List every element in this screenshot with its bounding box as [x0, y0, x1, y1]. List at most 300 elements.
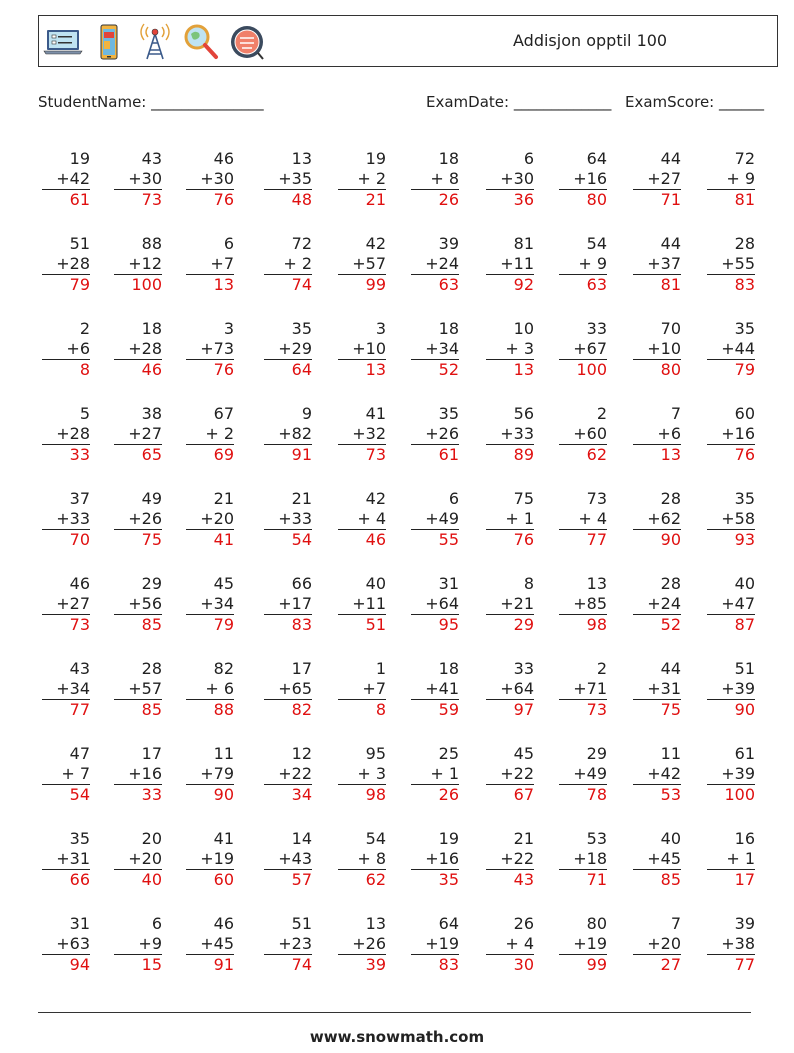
addend-with-plus: +22 [500, 764, 534, 783]
answer: 99 [338, 274, 386, 294]
problem-1-9 [633, 149, 681, 209]
problem-10-1 [42, 914, 90, 974]
addend-with-plus: +42 [56, 169, 90, 188]
addend: 75 [513, 489, 534, 508]
problem-7-10 [707, 659, 755, 719]
exam-score-field: ExamScore: ______ [625, 93, 764, 111]
problem-3-4 [264, 319, 312, 379]
answer: 62 [559, 444, 607, 464]
addend-with-plus: +23 [278, 934, 312, 953]
answer: 40 [114, 869, 162, 889]
addend: 19 [438, 829, 459, 848]
addend-with-plus: +26 [352, 934, 386, 953]
answer: 77 [42, 699, 90, 719]
addend: 35 [291, 319, 312, 338]
problem-2-6 [411, 234, 459, 294]
addend: 2 [596, 659, 607, 678]
problem-1-10 [707, 149, 755, 209]
problem-9-8 [559, 829, 607, 889]
addend-with-plus: + 4 [357, 509, 386, 528]
addend-with-plus: +82 [278, 424, 312, 443]
problem-4-1 [42, 404, 90, 464]
addend-with-plus: +45 [647, 849, 681, 868]
addend: 13 [586, 574, 607, 593]
problem-7-1 [42, 659, 90, 719]
addend-with-plus: +33 [500, 424, 534, 443]
addend: 35 [438, 404, 459, 423]
addend-with-plus: +24 [425, 254, 459, 273]
problem-5-5 [338, 489, 386, 549]
problem-5-2 [114, 489, 162, 549]
addend-with-plus: +16 [573, 169, 607, 188]
addend: 81 [513, 234, 534, 253]
answer: 73 [42, 614, 90, 634]
problem-9-6 [411, 829, 459, 889]
addend: 13 [365, 914, 386, 933]
addend-with-plus: +27 [128, 424, 162, 443]
addend: 43 [69, 659, 90, 678]
answer: 78 [559, 784, 607, 804]
addend: 28 [141, 659, 162, 678]
addend: 51 [291, 914, 312, 933]
addend: 33 [513, 659, 534, 678]
addend-with-plus: + 8 [430, 169, 459, 188]
answer: 53 [633, 784, 681, 804]
addend: 21 [213, 489, 234, 508]
problem-3-10 [707, 319, 755, 379]
problem-7-5 [338, 659, 386, 719]
problem-3-1 [42, 319, 90, 379]
answer: 63 [411, 274, 459, 294]
problem-10-5 [338, 914, 386, 974]
answer: 46 [338, 529, 386, 549]
answer: 75 [114, 529, 162, 549]
addend-with-plus: +31 [56, 849, 90, 868]
addend: 82 [213, 659, 234, 678]
addend-with-plus: +64 [425, 594, 459, 613]
answer: 30 [486, 954, 534, 974]
problem-2-9 [633, 234, 681, 294]
addend: 11 [660, 744, 681, 763]
addend: 46 [213, 914, 234, 933]
problem-4-3 [186, 404, 234, 464]
addend: 3 [375, 319, 386, 338]
answer: 76 [707, 444, 755, 464]
addend: 37 [69, 489, 90, 508]
problem-10-6 [411, 914, 459, 974]
answer: 33 [42, 444, 90, 464]
addend: 7 [670, 404, 681, 423]
addend: 40 [734, 574, 755, 593]
answer: 62 [338, 869, 386, 889]
addend-with-plus: +27 [56, 594, 90, 613]
answer: 70 [42, 529, 90, 549]
addend: 39 [734, 914, 755, 933]
answer: 87 [707, 614, 755, 634]
problem-6-1 [42, 574, 90, 634]
answer: 35 [411, 869, 459, 889]
addend: 45 [513, 744, 534, 763]
addend-with-plus: +16 [425, 849, 459, 868]
addend-with-plus: +64 [500, 679, 534, 698]
addend: 28 [734, 234, 755, 253]
answer: 27 [633, 954, 681, 974]
addend: 18 [438, 659, 459, 678]
problem-10-2 [114, 914, 162, 974]
answer: 61 [411, 444, 459, 464]
addend-with-plus: +28 [128, 339, 162, 358]
addend: 44 [660, 659, 681, 678]
addend-with-plus: +55 [721, 254, 755, 273]
addend-with-plus: +65 [278, 679, 312, 698]
addend-with-plus: +21 [500, 594, 534, 613]
problem-10-3 [186, 914, 234, 974]
addend: 64 [438, 914, 459, 933]
problem-3-6 [411, 319, 459, 379]
addend: 14 [291, 829, 312, 848]
addend: 17 [141, 744, 162, 763]
addend-with-plus: +42 [647, 764, 681, 783]
addend: 6 [151, 914, 162, 933]
answer: 8 [42, 359, 90, 379]
answer: 99 [559, 954, 607, 974]
problem-6-9 [633, 574, 681, 634]
answer: 100 [707, 784, 755, 804]
addend: 6 [223, 234, 234, 253]
problem-7-2 [114, 659, 162, 719]
exam-date-field: ExamDate: _____________ [426, 93, 612, 111]
addend-with-plus: +49 [573, 764, 607, 783]
addend: 29 [586, 744, 607, 763]
answer: 69 [186, 444, 234, 464]
addend: 38 [141, 404, 162, 423]
addend: 61 [734, 744, 755, 763]
answer: 82 [264, 699, 312, 719]
answer: 80 [559, 189, 607, 209]
answer: 77 [559, 529, 607, 549]
problem-8-10 [707, 744, 755, 804]
problem-9-2 [114, 829, 162, 889]
problem-9-1 [42, 829, 90, 889]
addend-with-plus: +20 [128, 849, 162, 868]
problem-6-3 [186, 574, 234, 634]
addend-with-plus: +57 [352, 254, 386, 273]
answer: 43 [486, 869, 534, 889]
answer: 67 [486, 784, 534, 804]
answer: 73 [559, 699, 607, 719]
answer: 90 [633, 529, 681, 549]
addend-with-plus: +28 [56, 424, 90, 443]
addend: 46 [213, 149, 234, 168]
problem-8-9 [633, 744, 681, 804]
addend-with-plus: +39 [721, 764, 755, 783]
problem-3-9 [633, 319, 681, 379]
addend: 56 [513, 404, 534, 423]
addend-with-plus: +16 [721, 424, 755, 443]
problem-9-4 [264, 829, 312, 889]
problem-10-8 [559, 914, 607, 974]
problem-5-10 [707, 489, 755, 549]
answer: 74 [264, 274, 312, 294]
answer: 26 [411, 784, 459, 804]
addend: 42 [365, 489, 386, 508]
addend-with-plus: +30 [128, 169, 162, 188]
answer: 100 [114, 274, 162, 294]
addend: 41 [365, 404, 386, 423]
answer: 90 [186, 784, 234, 804]
addend: 9 [301, 404, 312, 423]
addend-with-plus: +9 [138, 934, 162, 953]
problem-4-6 [411, 404, 459, 464]
problem-7-9 [633, 659, 681, 719]
student-name-field: StudentName: _______________ [38, 93, 264, 111]
answer: 77 [707, 954, 755, 974]
answer: 21 [338, 189, 386, 209]
problem-2-3 [186, 234, 234, 294]
answer: 36 [486, 189, 534, 209]
addend-with-plus: +18 [573, 849, 607, 868]
addend: 12 [291, 744, 312, 763]
addend-with-plus: +43 [278, 849, 312, 868]
answer: 15 [114, 954, 162, 974]
addend-with-plus: +60 [573, 424, 607, 443]
addend: 51 [69, 234, 90, 253]
addend: 21 [291, 489, 312, 508]
problem-6-7 [486, 574, 534, 634]
addend: 35 [734, 489, 755, 508]
problem-2-5 [338, 234, 386, 294]
problem-4-7 [486, 404, 534, 464]
answer: 39 [338, 954, 386, 974]
answer: 54 [42, 784, 90, 804]
answer: 89 [486, 444, 534, 464]
answer: 83 [264, 614, 312, 634]
addend-with-plus: +33 [56, 509, 90, 528]
problem-1-6 [411, 149, 459, 209]
addend-with-plus: +19 [573, 934, 607, 953]
addend-with-plus: + 3 [357, 764, 386, 783]
addend: 72 [291, 234, 312, 253]
addend: 18 [438, 319, 459, 338]
addend-with-plus: +16 [128, 764, 162, 783]
addend: 45 [213, 574, 234, 593]
answer: 75 [633, 699, 681, 719]
addend-with-plus: + 4 [578, 509, 607, 528]
answer: 52 [411, 359, 459, 379]
addend: 44 [660, 149, 681, 168]
addend: 88 [141, 234, 162, 253]
problem-5-1 [42, 489, 90, 549]
answer: 91 [186, 954, 234, 974]
addend: 64 [586, 149, 607, 168]
addend: 19 [69, 149, 90, 168]
answer: 79 [707, 359, 755, 379]
problem-4-9 [633, 404, 681, 464]
problem-7-8 [559, 659, 607, 719]
addend: 43 [141, 149, 162, 168]
answer: 57 [264, 869, 312, 889]
addend-with-plus: +38 [721, 934, 755, 953]
addend-with-plus: +58 [721, 509, 755, 528]
answer: 71 [559, 869, 607, 889]
problem-1-3 [186, 149, 234, 209]
problem-6-8 [559, 574, 607, 634]
addend: 54 [586, 234, 607, 253]
addend: 72 [734, 149, 755, 168]
problem-6-5 [338, 574, 386, 634]
addend-with-plus: +7 [210, 254, 234, 273]
answer: 76 [186, 359, 234, 379]
problem-8-2 [114, 744, 162, 804]
addend: 3 [223, 319, 234, 338]
problem-1-8 [559, 149, 607, 209]
addend-with-plus: +85 [573, 594, 607, 613]
addend: 66 [291, 574, 312, 593]
answer: 98 [338, 784, 386, 804]
problem-4-2 [114, 404, 162, 464]
addend: 2 [596, 404, 607, 423]
worksheet-title: Addisjon opptil 100 [513, 31, 668, 50]
addend: 44 [660, 234, 681, 253]
answer: 48 [264, 189, 312, 209]
problem-7-6 [411, 659, 459, 719]
problem-8-3 [186, 744, 234, 804]
addend-with-plus: +35 [278, 169, 312, 188]
addend: 6 [448, 489, 459, 508]
addend-with-plus: +34 [425, 339, 459, 358]
problem-2-8 [559, 234, 607, 294]
addend-with-plus: +6 [657, 424, 681, 443]
addend-with-plus: +20 [200, 509, 234, 528]
addend: 95 [365, 744, 386, 763]
addend-with-plus: +41 [425, 679, 459, 698]
answer: 71 [633, 189, 681, 209]
answer: 73 [338, 444, 386, 464]
answer: 95 [411, 614, 459, 634]
addend-with-plus: + 9 [726, 169, 755, 188]
problem-6-4 [264, 574, 312, 634]
answer: 81 [633, 274, 681, 294]
answer: 33 [114, 784, 162, 804]
addend-with-plus: + 7 [61, 764, 90, 783]
addend: 39 [438, 234, 459, 253]
answer: 51 [338, 614, 386, 634]
addend: 80 [586, 914, 607, 933]
answer: 80 [633, 359, 681, 379]
answer: 94 [42, 954, 90, 974]
addend-with-plus: +39 [721, 679, 755, 698]
answer: 81 [707, 189, 755, 209]
addend: 70 [660, 319, 681, 338]
addend-with-plus: +27 [647, 169, 681, 188]
answer: 88 [186, 699, 234, 719]
addend: 2 [79, 319, 90, 338]
addend: 29 [141, 574, 162, 593]
problem-3-8 [559, 319, 607, 379]
answer: 65 [114, 444, 162, 464]
problem-6-2 [114, 574, 162, 634]
answer: 29 [486, 614, 534, 634]
addend: 41 [213, 829, 234, 848]
addend-with-plus: +22 [278, 764, 312, 783]
addend-with-plus: +73 [200, 339, 234, 358]
problem-5-3 [186, 489, 234, 549]
addend: 49 [141, 489, 162, 508]
answer: 59 [411, 699, 459, 719]
addend-with-plus: +44 [721, 339, 755, 358]
answer: 74 [264, 954, 312, 974]
addend-with-plus: + 1 [505, 509, 534, 528]
addend-with-plus: +56 [128, 594, 162, 613]
addend-with-plus: +67 [573, 339, 607, 358]
addend-with-plus: +26 [425, 424, 459, 443]
addend: 35 [734, 319, 755, 338]
addend: 54 [365, 829, 386, 848]
addend-with-plus: +20 [647, 934, 681, 953]
addend: 73 [586, 489, 607, 508]
problem-9-3 [186, 829, 234, 889]
addend-with-plus: +6 [66, 339, 90, 358]
addend-with-plus: + 2 [205, 424, 234, 443]
addend-with-plus: +11 [500, 254, 534, 273]
addend: 53 [586, 829, 607, 848]
addend-with-plus: + 6 [205, 679, 234, 698]
addend: 31 [438, 574, 459, 593]
addend-with-plus: + 2 [283, 254, 312, 273]
addend-with-plus: +32 [352, 424, 386, 443]
answer: 98 [559, 614, 607, 634]
problem-7-3 [186, 659, 234, 719]
addend: 21 [513, 829, 534, 848]
answer: 97 [486, 699, 534, 719]
footer-divider [38, 1012, 751, 1013]
addend: 47 [69, 744, 90, 763]
answer: 91 [264, 444, 312, 464]
answer: 63 [559, 274, 607, 294]
addend: 33 [586, 319, 607, 338]
problem-5-8 [559, 489, 607, 549]
addend-with-plus: +22 [500, 849, 534, 868]
addend-with-plus: +7 [362, 679, 386, 698]
answer: 92 [486, 274, 534, 294]
addend-with-plus: +19 [200, 849, 234, 868]
problem-5-9 [633, 489, 681, 549]
addend-with-plus: + 8 [357, 849, 386, 868]
problem-5-4 [264, 489, 312, 549]
answer: 93 [707, 529, 755, 549]
answer: 13 [186, 274, 234, 294]
problem-10-9 [633, 914, 681, 974]
addend: 16 [734, 829, 755, 848]
problem-8-5 [338, 744, 386, 804]
addend: 17 [291, 659, 312, 678]
answer: 76 [186, 189, 234, 209]
addend-with-plus: +28 [56, 254, 90, 273]
problem-10-7 [486, 914, 534, 974]
addend-with-plus: +24 [647, 594, 681, 613]
addend-with-plus: +17 [278, 594, 312, 613]
addend: 26 [513, 914, 534, 933]
addend-with-plus: +34 [56, 679, 90, 698]
answer: 8 [338, 699, 386, 719]
answer: 54 [264, 529, 312, 549]
addend: 42 [365, 234, 386, 253]
problem-3-2 [114, 319, 162, 379]
problem-2-4 [264, 234, 312, 294]
addend-with-plus: +57 [128, 679, 162, 698]
answer: 17 [707, 869, 755, 889]
answer: 34 [264, 784, 312, 804]
